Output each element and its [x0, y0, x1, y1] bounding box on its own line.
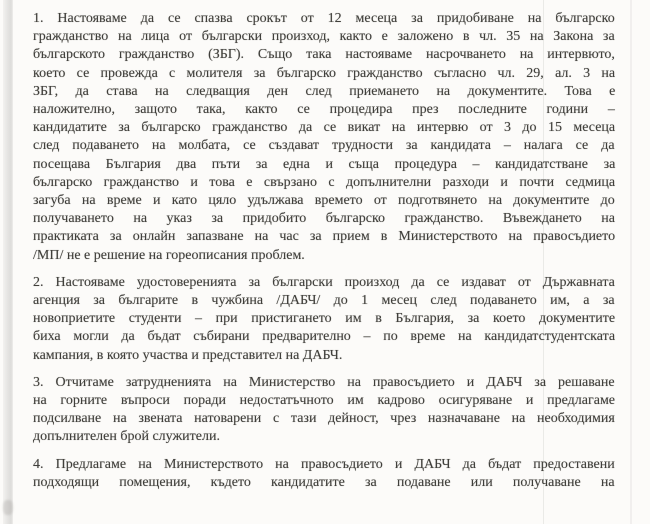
text-line: допълнителен брой служители. [33, 429, 220, 445]
text-line: гражданство на лица от български произход, както е заложено в чл. 35 на Закона за [33, 29, 615, 45]
text-line: ЗБГ, да става на следващия ден след приемането на документите. Това е [33, 83, 616, 99]
page-crease [630, 0, 632, 524]
text-line: българско гражданство и това е свързано с допълнителни разходи и почти седмица [33, 174, 616, 190]
text-line: наложително, защото така, както се процедира през последните години – [33, 102, 615, 118]
scan-edge-shadow [3, 0, 13, 524]
paragraph-3 [33, 374, 615, 447]
text-line: агенция за българите в чужбина /ДАБЧ/ до 1 месец след подаването им, а за [33, 293, 615, 309]
text-line: /МП/ не е решение на гореописания проблем. [33, 247, 305, 263]
text-line: 3. Отчитаме затрудненията на Министерство на правосъдието и ДАБЧ за решаване [33, 374, 615, 390]
paragraph-2 [33, 274, 615, 365]
text-line: българското гражданство (ЗБГ). Също така настояваме насрочването на интервюто, [33, 47, 615, 63]
paragraph-4 [33, 456, 615, 492]
scan-smudge [3, 500, 13, 515]
text-line: посещава България два пъти за една и съща процедура – кандидатстване за [33, 156, 616, 172]
text-line: практиката за онлайн запазване на час за прием в Министерството на правосъдието [33, 229, 616, 245]
text-line: на горните въпроси поради недостатъчното им кадрово осигуряване и предлагаме [33, 393, 616, 409]
text-line: получаването на указ за придобито българско гражданство. Въвеждането на [33, 211, 616, 227]
text-line: подходящи помещения, където кандидатите за подаване или получаване на [33, 474, 615, 490]
text-line: 2. Настояваме удостоверенията за български произход да се издават от Държавната [33, 274, 615, 290]
text-line: подсилване на звената натоварени с тази дейност, чрез назначаване на необходимия [33, 411, 615, 427]
text-line: кампания, в която участва и представител на ДАБЧ. [33, 347, 343, 363]
text-line: кандидатите за българско гражданство да се викат на интервю от 3 до 15 месеца [33, 120, 616, 136]
text-line: биха могли да бъдат събирани предварително – по време на кандидатстудентската [33, 329, 616, 345]
document-text-block [33, 10, 615, 501]
text-line: новоприетите студенти – при пристигането им в България, за което документите [33, 311, 616, 327]
paragraph-1 [33, 10, 615, 265]
text-line: 1. Настояваме да се спазва срокът от 12 месеца за придобиване на българско [33, 11, 615, 26]
text-line: загуба на време и като цяло удължава времето от подготвянето на документите до [33, 193, 615, 209]
text-line: което се провежда с молителя за българско гражданство съгласно чл. 29, ал. 3 на [33, 65, 616, 81]
text-line: 4. Предлагаме на Министерството на правосъдието и ДАБЧ да бъдат предоставени [33, 456, 615, 472]
text-line: след подаването на молбата, се създават трудности за кандидата – налага се да [33, 138, 615, 154]
